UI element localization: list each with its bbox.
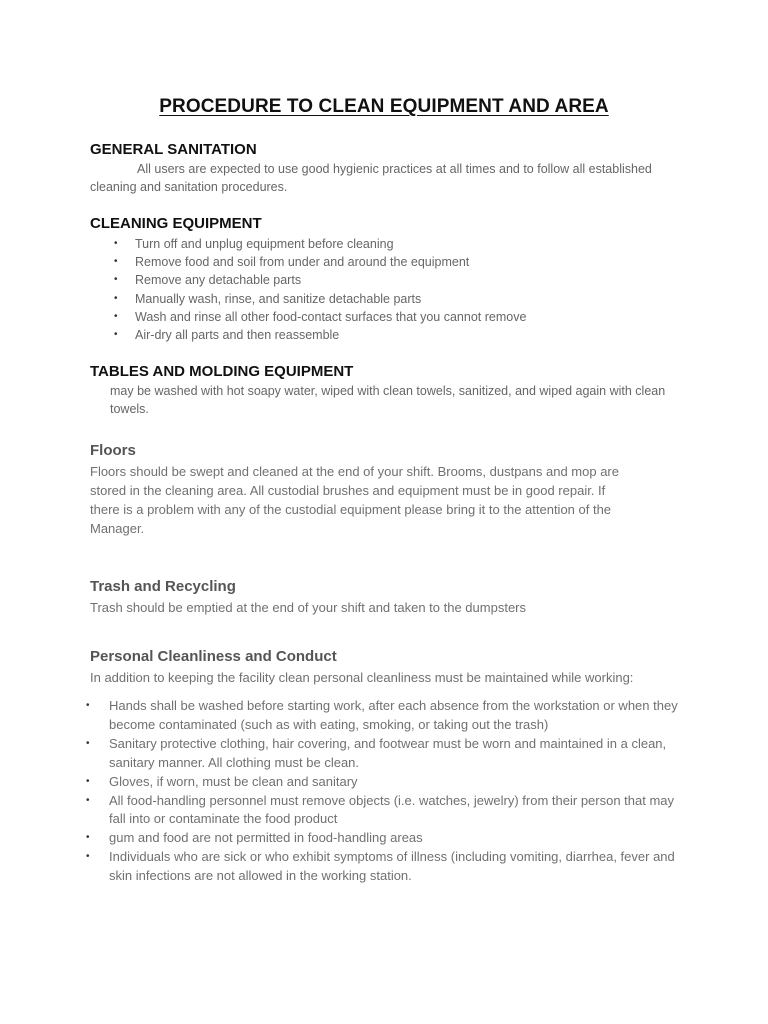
cleaning-equipment-list [110, 235, 670, 344]
list-item [110, 326, 670, 344]
personal-heading: Personal Cleanliness and Conduct [90, 648, 337, 665]
list-item [86, 829, 686, 848]
general-sanitation-heading: GENERAL SANITATION [90, 141, 257, 158]
list-item [110, 271, 670, 289]
bullet-icon: • [86, 794, 90, 806]
general-sanitation-line-2: cleaning and sanitation procedures. [90, 180, 288, 194]
bullet-icon: • [114, 256, 118, 268]
list-item-text: Remove any detachable parts [135, 273, 302, 288]
list-item-text: Turn off and unplug equipment before cleaning [135, 237, 394, 251]
floors-heading: Floors [90, 442, 136, 459]
list-item-text: Hands shall be washed before starting work, after each absence from the workstation or when they become contaminated (such as with eating, smoking, or taking out the trash) [109, 698, 678, 732]
list-item [86, 848, 686, 886]
bullet-icon: • [86, 737, 90, 749]
bullet-icon: • [86, 775, 90, 787]
bullet-icon: • [114, 238, 118, 249]
bullet-icon: • [86, 832, 90, 844]
bullet-icon: • [86, 700, 90, 711]
bullet-icon: • [114, 292, 118, 304]
personal-conduct-list [86, 697, 686, 886]
cleaning-equipment-heading: CLEANING EQUIPMENT [90, 215, 262, 232]
list-item-text: Sanitary protective clothing, hair covering, and footwear must be worn and maintained in a clean, sanitary manner. All clothing must be clean. [109, 735, 667, 770]
list-item [110, 308, 670, 326]
list-item [86, 697, 686, 735]
floors-line-2: stored in the cleaning area. All custodial brushes and equipment must be in good repair. If [90, 483, 606, 498]
list-item-text: gum and food are not permitted in food-handling areas [109, 830, 423, 846]
list-item [110, 290, 670, 308]
floors-line-3: there is a problem with any of the custodial equipment please bring it to the attention of the [90, 502, 612, 517]
bullet-icon: • [114, 274, 118, 286]
floors-line-1: Floors should be swept and cleaned at the end of your shift. Brooms, dustpans and mop are [90, 464, 619, 479]
list-item-text: Wash and rinse all other food-contact surfaces that you cannot remove [135, 309, 527, 324]
list-item-text: Remove food and soil from under and around the equipment [135, 255, 470, 270]
list-item-text: Individuals who are sick or who exhibit symptoms of illness (including vomiting, diarrhea, fever and skin infections are not allowed in the working station. [109, 849, 675, 884]
list-item-text: Air-dry all parts and then reassemble [135, 328, 340, 343]
list-item [110, 235, 670, 253]
list-item [86, 792, 686, 830]
list-item [86, 773, 686, 792]
page-title: PROCEDURE TO CLEAN EQUIPMENT AND AREA [159, 96, 609, 117]
tables-heading: TABLES AND MOLDING EQUIPMENT [90, 363, 354, 380]
bullet-icon: • [114, 329, 118, 341]
list-item-text: Gloves, if worn, must be clean and sanitary [109, 773, 358, 789]
bullet-icon: • [114, 310, 118, 322]
tables-line-2: towels. [110, 402, 149, 416]
list-item [110, 253, 670, 271]
trash-heading: Trash and Recycling [90, 578, 236, 595]
list-item-text: All food-handling personnel must remove objects (i.e. watches, jewelry) from their person that may fall into or contaminate the food product [109, 792, 675, 827]
trash-text: Trash should be emptied at the end of your shift and taken to the dumpsters [90, 600, 527, 615]
list-item-text: Manually wash, rinse, and sanitize detachable parts [135, 291, 422, 306]
floors-line-4: Manager. [90, 521, 145, 536]
personal-intro: In addition to keeping the facility clean personal cleanliness must be maintained while working: [90, 670, 634, 685]
tables-line-1: may be washed with hot soapy water, wiped with clean towels, sanitized, and wiped again with clean [110, 384, 666, 398]
bullet-icon: • [86, 851, 90, 863]
general-sanitation-line-1: All users are expected to use good hygienic practices at all times and to follow all established [137, 162, 652, 176]
list-item [86, 735, 686, 773]
